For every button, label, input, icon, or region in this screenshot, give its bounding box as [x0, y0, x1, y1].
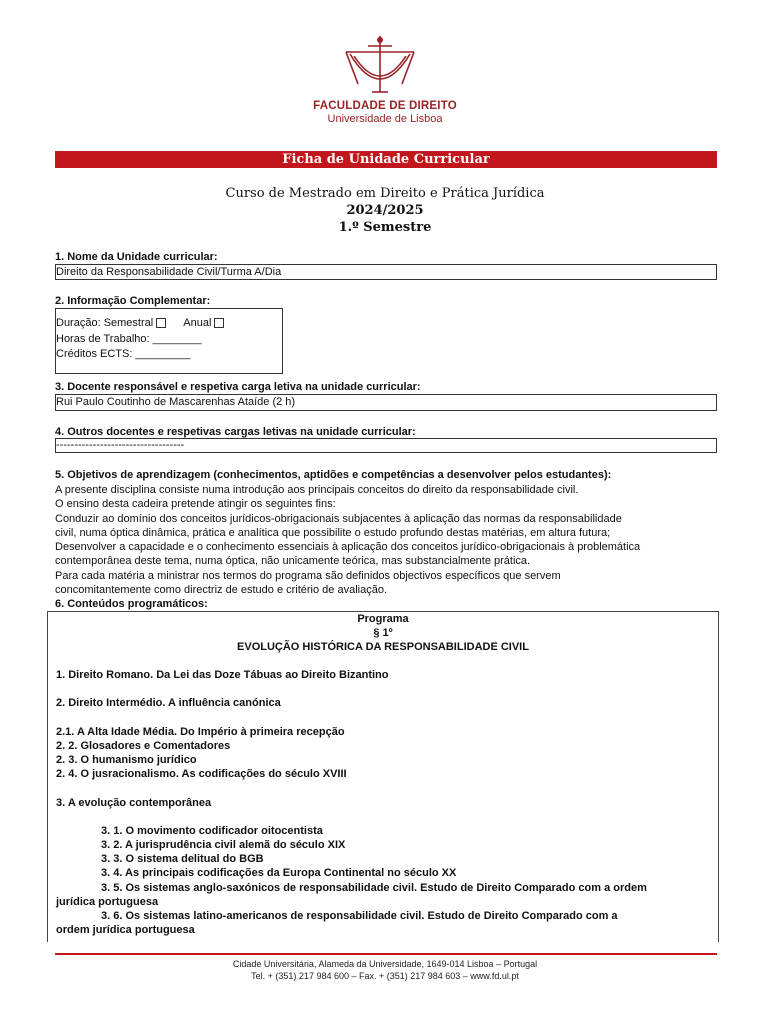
program-item: 3. 6. Os sistemas latino-americanos de responsabilidade civil. Estudo de Direito Comparado com a: [101, 910, 618, 922]
section-2-heading: 2. Informação Complementar:: [55, 295, 211, 307]
program-item: 2. 3. O humanismo jurídico: [56, 754, 197, 766]
section-6-heading: 6. Conteúdos programáticos:: [55, 598, 208, 610]
academic-year: 2024/2025: [346, 203, 424, 218]
faculty-logo: [340, 34, 420, 96]
paragraph-number: § 1º: [373, 627, 393, 639]
duration-line: [56, 317, 224, 329]
section-5-heading: 5. Objetivos de aprendizagem (conhecimentos, aptidões e competências a desenvolver pelos estudantes):: [55, 469, 612, 481]
objective-line: O ensino desta cadeira pretende atingir os seguintes fins:: [55, 498, 336, 511]
program-box: [47, 611, 719, 942]
footer-address: Cidade Universitária, Alameda da Universidade, 1649-014 Lisboa – Portugal: [232, 959, 538, 969]
program-item: 2. 2. Glosadores e Comentadores: [56, 740, 231, 752]
section-4-heading: 4. Outros docentes e respetivas cargas letivas na unidade curricular:: [55, 426, 416, 438]
program-item: 2. 4. O jusracionalismo. As codificações do século XVIII: [56, 768, 347, 780]
complementary-info-box: [55, 308, 283, 374]
annual-checkbox[interactable]: [214, 318, 224, 328]
program-item: 2. Direito Intermédio. A influência canónica: [56, 697, 281, 709]
program-item: 3. A evolução contemporânea: [56, 797, 212, 809]
semester: 1.º Semestre: [338, 220, 432, 235]
section-3-value: Rui Paulo Coutinho de Mascarenhas Ataíde (2 h): [55, 394, 717, 411]
section-3-heading: 3. Docente responsável e respetiva carga letiva na unidade curricular:: [55, 381, 421, 393]
objective-line: Para cada matéria a ministrar nos termos do programa são definidos objectivos específicos que servem: [55, 569, 561, 582]
annual-label: Anual: [183, 317, 212, 329]
objective-line: A presente disciplina consiste numa introdução aos principais conceitos do direito da responsabilidade civil.: [55, 484, 579, 496]
duration-label: Duração: Semestral: [56, 317, 154, 329]
logo-title: FACULDADE DE DIREITO: [313, 100, 457, 112]
program-item: 3. 5. Os sistemas anglo-saxónicos de responsabilidade civil. Estudo de Direito Comparado com a ordem: [101, 882, 647, 894]
program-item: 3. 4. As principais codificações da Europa Continental no século XX: [101, 867, 457, 879]
work-hours: Horas de Trabalho: ________: [56, 333, 202, 345]
program-title: Programa: [357, 613, 409, 625]
objective-line: civil, numa óptica dinâmica, prática e analítica que possibilite o estudo profundo destas matérias, em altura futura;: [55, 526, 611, 539]
document-banner: Ficha de Unidade Curricular: [55, 151, 717, 168]
course-title: Curso de Mestrado em Direito e Prática Jurídica: [225, 186, 545, 201]
program-item: jurídica portuguesa: [56, 896, 159, 908]
program-item: 1. Direito Romano. Da Lei das Doze Tábuas ao Direito Bizantino: [56, 669, 389, 681]
objective-line: Desenvolver a capacidade e o conhecimento essenciais à aplicação dos conceitos jurídico-obrigacionais à problemática: [55, 541, 641, 554]
section-1-heading: 1. Nome da Unidade curricular:: [55, 251, 218, 263]
semestral-checkbox[interactable]: [156, 318, 166, 328]
footer-contacts: Tel. + (351) 217 984 600 – Fax. + (351) 217 984 603 – www.fd.ul.pt: [251, 971, 519, 981]
objective-line: contemporânea deste tema, numa óptica, não unicamente teórica, mas substancialmente prática.: [55, 555, 531, 568]
section-4-value: -----------------------------------: [55, 438, 717, 453]
section-1-value: Direito da Responsabilidade Civil/Turma A/Dia: [55, 264, 717, 280]
footer-rule: [55, 953, 717, 955]
program-item: 3. 1. O movimento codificador oitocentista: [101, 825, 323, 837]
logo-subtitle: Universidade de Lisboa: [327, 113, 443, 125]
program-section-title: EVOLUÇÃO HISTÓRICA DA RESPONSABILIDADE CIVIL: [237, 641, 529, 653]
program-item: 2.1. A Alta Idade Média. Do Império à primeira recepção: [56, 726, 345, 738]
learning-objectives: [55, 483, 720, 597]
objective-line: concomitantemente como directriz de estudo e critério de avaliação.: [55, 584, 388, 597]
objective-line: Conduzir ao domínio dos conceitos jurídicos-obrigacionais subjacentes à aplicação das normas da responsabilidade: [55, 512, 622, 525]
program-item: ordem jurídica portuguesa: [56, 924, 195, 936]
ects-credits: Créditos ECTS: _________: [56, 348, 191, 360]
program-item: 3. 3. O sistema delitual do BGB: [101, 853, 264, 865]
program-item: 3. 2. A jurisprudência civil alemã do século XIX: [101, 839, 346, 851]
